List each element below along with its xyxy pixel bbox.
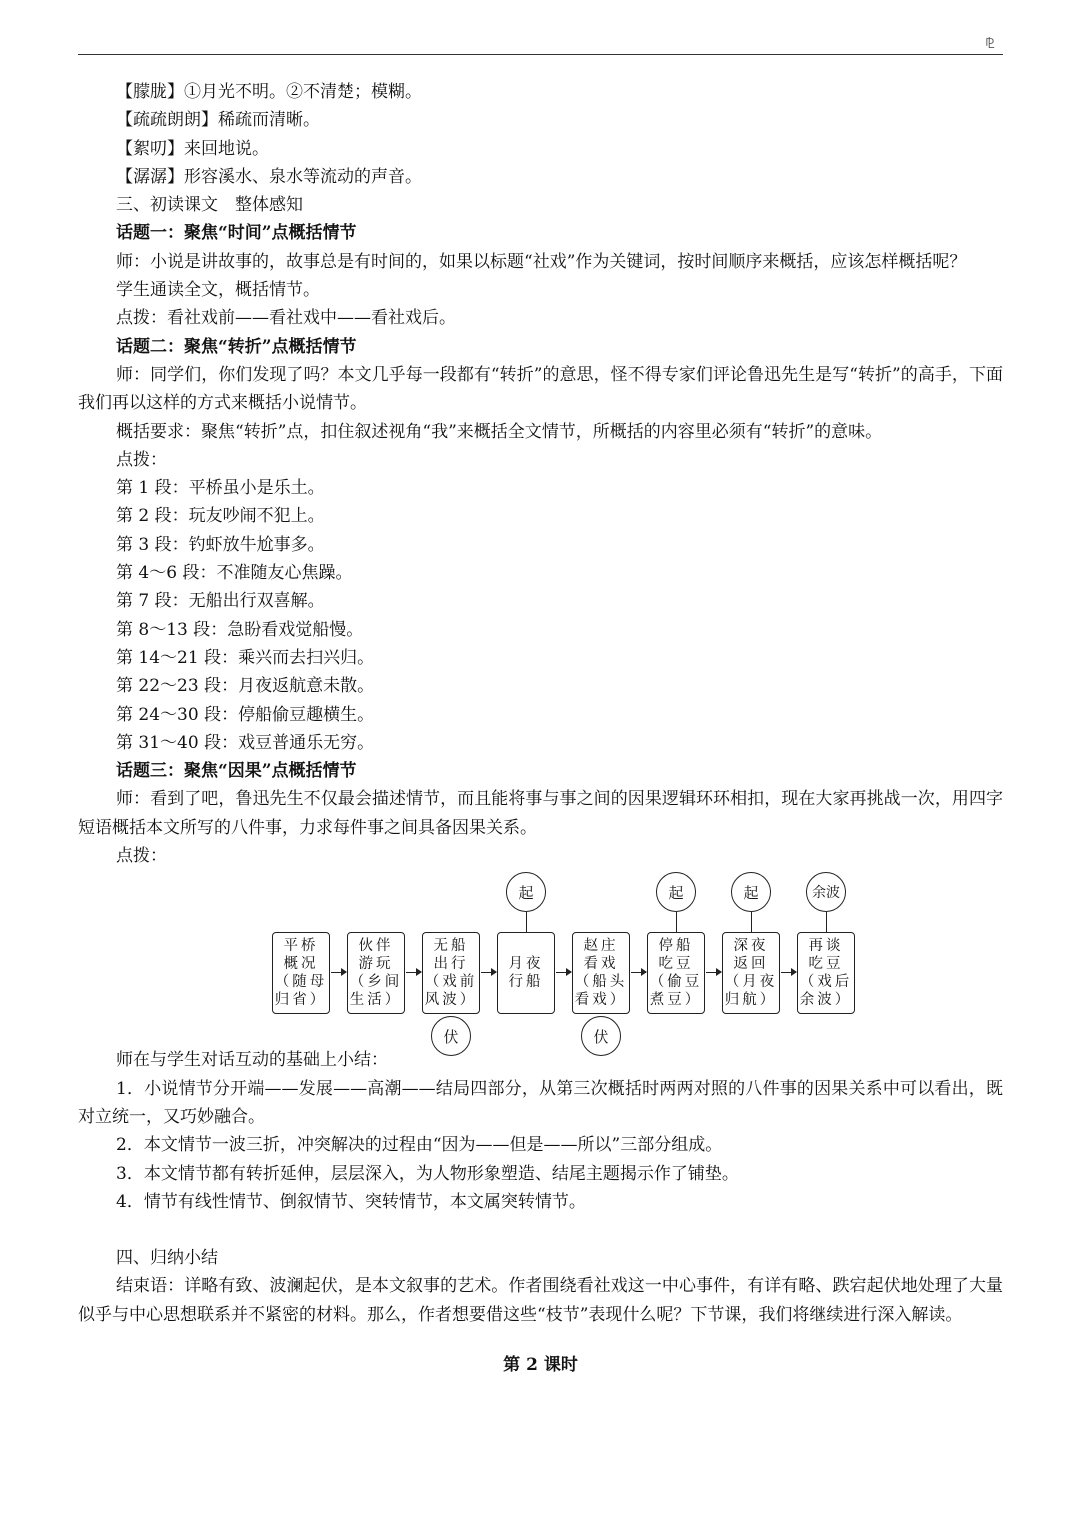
paragraph-summary: 第 24～30 段：停船偷豆趣横生。 <box>116 704 375 725</box>
flow-arrow <box>781 972 796 973</box>
flow-arrow <box>406 972 421 973</box>
vocab-item: 【朦胧】①月光不明。②不清楚；模糊。 <box>116 82 422 102</box>
topic-1-title: 话题一：聚焦“时间”点概括情节 <box>116 223 357 244</box>
paragraph-summary: 第 3 段：钓虾放牛尬事多。 <box>116 534 325 555</box>
topic-3-title: 话题三：聚焦“因果”点概括情节 <box>116 761 357 782</box>
plot-box: 无船 出行 （戏前 风波） <box>422 932 480 1014</box>
plot-box: 再谈 吃豆 （戏后 余波） <box>797 932 855 1014</box>
topic-1-student: 学生通读全文，概括情节。 <box>116 280 320 301</box>
vocab-item: 【疏疏朗朗】稀疏而清晰。 <box>116 110 320 131</box>
rise-circle: 起 <box>506 872 546 912</box>
closing-remarks: 结束语：详略有致、波澜起伏，是本文叙事的艺术。作者围绕看社戏这一中心事件，有详有略、跌宕起伏地处理了大量似乎与中心思想联系并不紧密的材料。那么，作者想要借这些“枝节”表现什么呢？下节课，我们将继续进行深入解读。 <box>78 1276 1003 1325</box>
flow-arrow <box>481 972 496 973</box>
plot-box: 深夜 返回 （月夜 归航） <box>722 932 780 1014</box>
plot-box: 平桥 概况 （随母 归省） <box>272 932 330 1014</box>
vocab-item: 【潺潺】形容溪水、泉水等流动的声音。 <box>116 166 422 187</box>
topic-2-title: 话题二：聚焦“转折”点概括情节 <box>116 336 357 357</box>
flow-arrow <box>631 972 646 973</box>
paragraph-summary: 第 4～6 段：不准随友心焦躁。 <box>116 563 353 584</box>
paragraph-summary: 第 8～13 段：急盼看戏觉船慢。 <box>116 619 364 640</box>
summary-point: 2．本文情节一波三折，冲突解决的过程由“因为——但是——所以”三部分组成。 <box>116 1135 723 1156</box>
fall-circle: 伏 <box>581 1016 621 1056</box>
plot-box: 赵庄 看戏 （船头 看戏） <box>572 932 630 1014</box>
vocab-item: 【絮叨】来回地说。 <box>116 138 269 159</box>
aftermath-circle: 余波 <box>806 872 846 912</box>
summary-point: 3．本文情节都有转折延伸，层层深入，为人物形象塑造、结尾主题揭示作了铺垫。 <box>116 1163 739 1184</box>
paragraph-summary: 第 7 段：无船出行双喜解。 <box>116 591 325 612</box>
flow-arrow <box>331 972 346 973</box>
header-rule <box>78 54 1003 55</box>
connector-line <box>526 912 527 932</box>
fall-circle: 伏 <box>431 1016 471 1056</box>
plot-box: 停船 吃豆 （偷豆 煮豆） <box>647 932 705 1014</box>
document-body <box>78 78 1003 1379</box>
corner-mark: ⅊ <box>985 36 995 52</box>
paragraph-summary: 第 1 段：平桥虽小是乐土。 <box>116 478 325 499</box>
topic-3-hint-label: 点拨： <box>116 846 167 867</box>
plot-box: 月夜 行船 <box>497 932 555 1014</box>
section-4-title: 四、归纳小结 <box>116 1248 218 1269</box>
summary-intro: 师在与学生对话互动的基础上小结： <box>116 1050 388 1071</box>
plot-box: 伙伴 游玩 （乡间 生活） <box>347 932 405 1014</box>
flow-arrow <box>706 972 721 973</box>
section-3-title: 三、初读课文 整体感知 <box>116 195 303 216</box>
paragraph-summary: 第 2 段：玩友吵闹不犯上。 <box>116 506 325 527</box>
summary-point: 4．情节有线性情节、倒叙情节、突转情节，本文属突转情节。 <box>116 1191 586 1212</box>
paragraph-summary: 第 31～40 段：戏豆普通乐无穷。 <box>116 732 375 753</box>
topic-2-teacher: 师：同学们，你们发现了吗？本文几乎每一段都有“转折”的意思，怪不得专家们评论鲁迅先生是写“转折”的高手，下面我们再以这样的方式来概括小说情节。 <box>78 364 1003 414</box>
topic-1-teacher: 师：小说是讲故事的，故事总是有时间的，如果以标题“社戏”作为关键词，按时间顺序来概括，应该怎样概括呢？ <box>116 251 967 272</box>
lesson-2-heading: 第 2 课时 <box>503 1354 578 1375</box>
rise-circle: 起 <box>731 872 771 912</box>
topic-2-requirement: 概括要求：聚焦“转折”点，扣住叙述视角“我”来概括全文情节，所概括的内容里必须有“转折”的意味。 <box>116 421 883 442</box>
flow-arrow <box>556 972 571 973</box>
plot-flow-diagram <box>78 870 1003 1046</box>
topic-2-hint-label: 点拨： <box>116 449 167 470</box>
paragraph-summary: 第 14～21 段：乘兴而去扫兴归。 <box>116 647 375 668</box>
rise-circle: 起 <box>656 872 696 912</box>
topic-1-hint: 点拨：看社戏前——看社戏中——看社戏后。 <box>116 308 456 329</box>
connector-line <box>826 912 827 932</box>
summary-point: 1．小说情节分开端——发展——高潮——结局四部分，从第三次概括时两两对照的八件事的因果关系中可以看出，既对立统一，又巧妙融合。 <box>78 1078 1003 1127</box>
connector-line <box>751 912 752 932</box>
paragraph-summary: 第 22～23 段：月夜返航意未散。 <box>116 676 375 697</box>
connector-line <box>676 912 677 932</box>
topic-3-teacher: 师：看到了吧，鲁迅先生不仅最会描述情节，而且能将事与事之间的因果逻辑环环相扣，现在大家再挑战一次，用四字短语概括本文所写的八件事，力求每件事之间具备因果关系。 <box>78 789 1003 838</box>
